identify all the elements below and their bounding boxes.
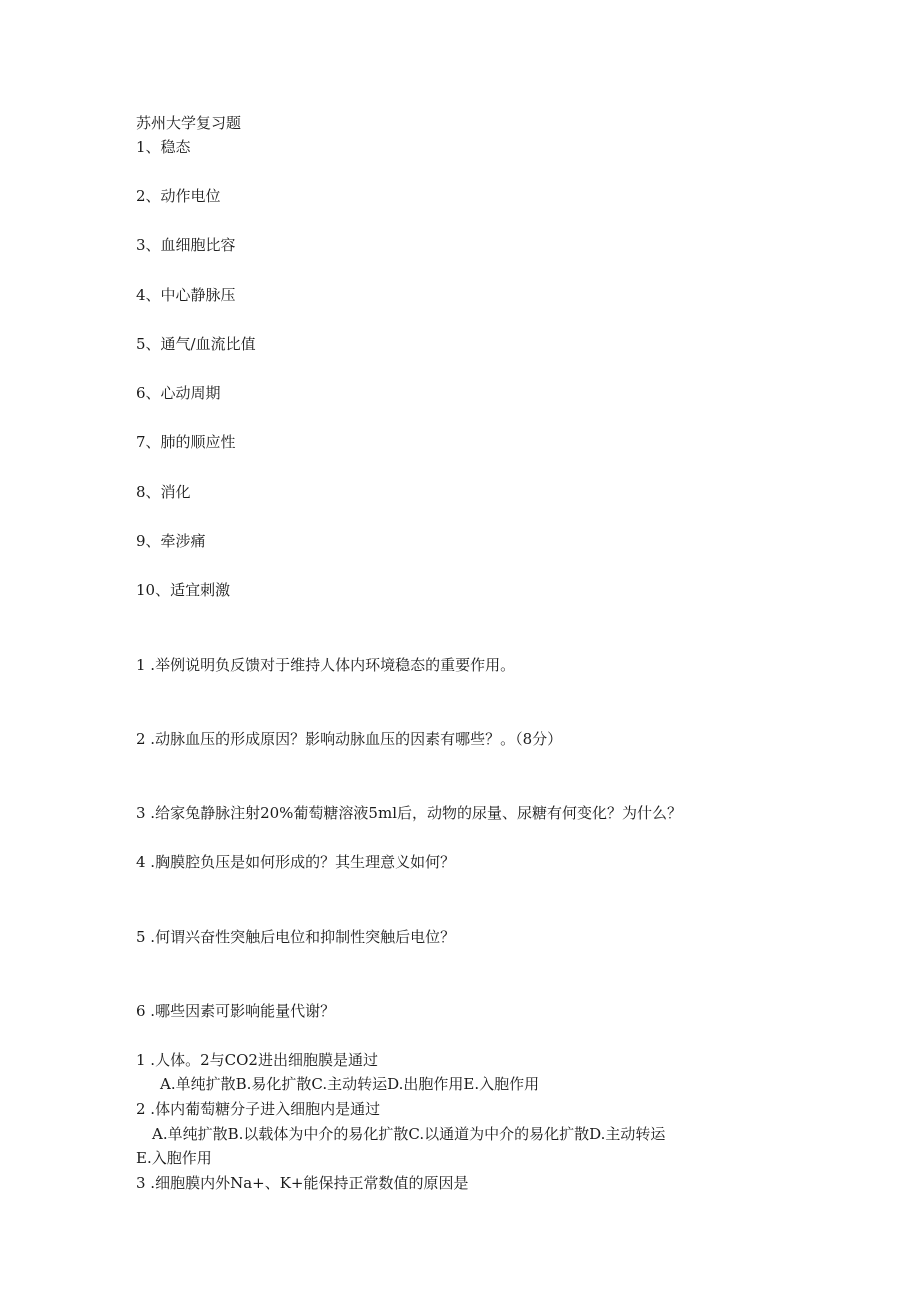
term-item: 2、动作电位 — [136, 187, 221, 205]
term-item: 1、稳态 — [136, 138, 191, 156]
term-item: 7、肺的顺应性 — [136, 433, 236, 451]
mcq-options: A.单纯扩散B.以载体为中介的易化扩散C.以通道为中介的易化扩散D.主动转运 — [152, 1125, 666, 1143]
term-item: 8、消化 — [136, 483, 191, 501]
mcq-stem: 1 .人体。2与CO2进出细胞膜是通过 — [136, 1051, 378, 1069]
term-item: 9、牵涉痛 — [136, 532, 206, 550]
document-title: 苏州大学复习题 — [136, 114, 242, 132]
question-item: 3 .给家兔静脉注射20%葡萄糖溶液5ml后，动物的尿量、尿糖有何变化？为什么？ — [136, 804, 682, 822]
mcq-options: A.单纯扩散B.易化扩散C.主动转运D.出胞作用E.入胞作用 — [160, 1075, 540, 1093]
question-item: 6 .哪些因素可影响能量代谢？ — [136, 1002, 336, 1020]
term-item: 4、中心静脉压 — [136, 286, 236, 304]
term-item: 5、通气/血流比值 — [136, 335, 256, 353]
term-item: 6、心动周期 — [136, 384, 221, 402]
mcq-options-continued: E.入胞作用 — [136, 1149, 212, 1167]
question-item: 5 .何谓兴奋性突触后电位和抑制性突触后电位？ — [136, 928, 456, 946]
question-item: 4 .胸膜腔负压是如何形成的？其生理意义如何？ — [136, 853, 456, 871]
question-item: 2 .动脉血压的形成原因？影响动脉血压的因素有哪些？。（8分） — [136, 730, 563, 748]
question-item: 1 .举例说明负反馈对于维持人体内环境稳态的重要作用。 — [136, 656, 516, 674]
term-item: 3、血细胞比容 — [136, 236, 236, 254]
term-item: 10、适宜刺激 — [136, 581, 231, 599]
mcq-stem: 3 .细胞膜内外Na+、K+能保持正常数值的原因是 — [136, 1174, 469, 1192]
mcq-stem: 2 .体内葡萄糖分子进入细胞内是通过 — [136, 1100, 381, 1118]
